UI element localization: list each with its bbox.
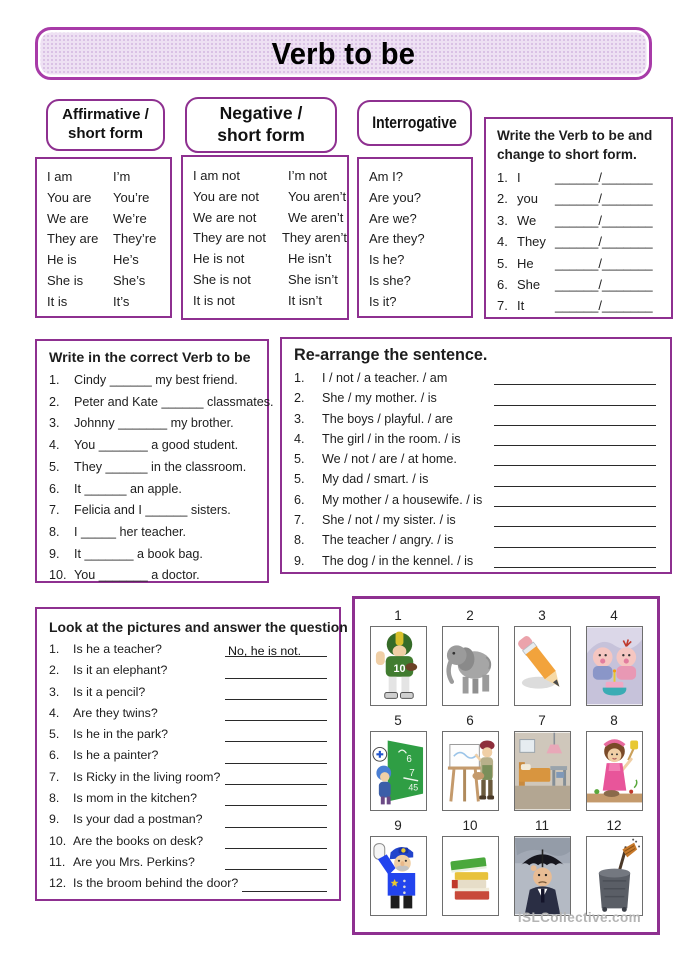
picture-number: 11 — [534, 818, 549, 833]
long-form-text: She is — [47, 272, 84, 288]
item-text: My dad / smart. / is — [322, 472, 429, 487]
rearrange-row — [294, 510, 656, 530]
question-row — [49, 724, 327, 745]
item-number: 3. — [497, 212, 508, 228]
rearrange-exercise-title: Re-arrange the sentence. — [294, 346, 488, 364]
affirmative-header — [46, 99, 165, 151]
short-form-row — [497, 167, 663, 188]
answer-line — [494, 452, 656, 466]
fill-row — [49, 565, 261, 587]
item-number: 2. — [497, 191, 508, 207]
short-form-text: You’re — [113, 189, 150, 205]
item-number: 6. — [497, 277, 508, 293]
form-row — [47, 167, 170, 188]
picture-frame — [514, 836, 571, 916]
picture-frame — [586, 836, 643, 916]
fill-exercise-rows — [49, 370, 274, 587]
short-form-text: I’m — [113, 169, 131, 184]
item-number: 4. — [49, 438, 60, 453]
item-number: 1. — [497, 170, 508, 185]
picture-cell — [367, 712, 429, 811]
question-text: Are they twins? — [73, 705, 158, 720]
form-row: Are they? — [369, 231, 425, 247]
question-row — [49, 703, 327, 724]
item-number: 10. — [49, 568, 67, 583]
item-number: 3. — [294, 411, 305, 426]
picture-number: 12 — [606, 818, 622, 833]
short-form-text: They aren’t — [281, 230, 347, 246]
item-number: 9. — [294, 553, 305, 568]
rearrange-row — [294, 530, 656, 550]
answer-line — [494, 493, 656, 507]
short-form-text: We aren’t — [288, 209, 344, 225]
form-row — [193, 228, 347, 249]
item-text: The dog / in the kennel. / is — [322, 553, 474, 568]
picture-cell — [367, 817, 429, 916]
question-row — [49, 745, 327, 766]
item-number: 3. — [49, 416, 60, 431]
long-form-text: It is not — [193, 292, 235, 308]
question-row — [49, 767, 327, 788]
answer-line — [225, 641, 327, 657]
fill-row — [49, 544, 261, 566]
item-number: 4. — [294, 431, 305, 446]
rearrange-row — [294, 429, 656, 449]
picture-number: 1 — [394, 608, 402, 623]
form-row: Is she? — [369, 272, 411, 288]
item-text: You _______ a good student. — [74, 438, 239, 453]
answer-line — [225, 769, 327, 785]
elephant-icon — [443, 627, 498, 705]
svg-text:6: 6 — [405, 754, 412, 766]
rearrange-row — [294, 490, 656, 510]
long-form-text: I am — [47, 169, 73, 184]
answer-line — [225, 854, 327, 870]
item-text: Johnny _______ my brother. — [74, 416, 234, 431]
form-row: Am I? — [369, 169, 403, 184]
worksheet-title-banner — [35, 27, 652, 80]
picture-grid — [367, 607, 645, 916]
picture-cell — [439, 607, 501, 706]
picture-number: 9 — [394, 818, 402, 833]
item-text: Cindy ______ my best friend. — [74, 373, 238, 387]
picture-number: 3 — [538, 608, 546, 623]
short-form-text: She’s — [113, 272, 146, 288]
long-form-text: It is — [47, 293, 68, 309]
picture-frame — [586, 731, 643, 811]
answer-line — [225, 833, 327, 849]
answer-line — [494, 371, 656, 385]
question-row — [49, 831, 327, 852]
fill-exercise-box — [35, 339, 274, 583]
question-row — [49, 852, 327, 873]
item-text: I / not / a teacher. / am — [322, 371, 448, 385]
item-number: 2. — [49, 663, 60, 678]
long-form-text: We are — [47, 210, 89, 226]
form-row — [193, 166, 347, 187]
form-row — [47, 271, 170, 292]
question-text: Is it an elephant? — [73, 663, 168, 678]
question-text: Are the books on desk? — [73, 833, 204, 848]
answer-line — [494, 432, 656, 446]
picture-number: 2 — [466, 608, 474, 623]
short-form-text: You aren’t — [288, 188, 347, 204]
answer-blank: ______/_______ — [555, 234, 653, 250]
picture-number: 4 — [610, 608, 618, 623]
form-row — [193, 249, 347, 270]
item-number: 7. — [294, 513, 305, 528]
policeman-icon — [371, 837, 426, 915]
form-row — [193, 187, 347, 208]
picture-frame — [442, 626, 499, 706]
form-row — [47, 292, 170, 313]
fill-exercise-title: Write in the correct Verb to be — [49, 350, 251, 366]
item-number: 4. — [49, 705, 60, 720]
item-number: 7. — [49, 769, 60, 784]
question-row — [49, 809, 327, 830]
fill-row — [49, 457, 261, 479]
page-title: Verb to be — [271, 35, 416, 71]
picture-number: 7 — [538, 713, 546, 728]
long-form-text: She is not — [193, 271, 251, 287]
form-row: Is it? — [369, 293, 397, 309]
football-player-icon — [371, 627, 426, 705]
item-number: 2. — [294, 391, 305, 406]
form-row — [193, 270, 347, 291]
item-number: 5. — [49, 727, 60, 742]
short-form-exercise-title: Write the Verb to be and change to short form. — [497, 128, 653, 162]
long-form-text: You are — [47, 189, 92, 205]
affirmative-table — [35, 157, 172, 318]
item-number: 3. — [49, 684, 60, 699]
answer-line — [225, 812, 327, 828]
picture-cell — [439, 817, 501, 916]
picture-grid-box — [352, 596, 660, 935]
svg-text:45: 45 — [407, 782, 418, 793]
answer-line — [494, 534, 656, 548]
book-stack-icon — [443, 837, 498, 915]
question-text: Is it a pencil? — [73, 684, 146, 699]
answer-blank: ______/_______ — [555, 191, 653, 207]
item-number: 11. — [49, 854, 66, 869]
picture-cell — [439, 712, 501, 811]
item-number: 6. — [49, 748, 60, 763]
item-number: 8. — [49, 791, 60, 806]
item-text: My mother / a housewife. / is — [322, 492, 483, 507]
picture-frame — [586, 626, 643, 706]
picture-cell — [583, 607, 645, 706]
item-number: 1. — [49, 642, 60, 656]
long-form-text: They are not — [193, 230, 266, 246]
answer-line — [494, 412, 656, 426]
answer-line — [494, 513, 656, 527]
short-form-text: He’s — [113, 252, 139, 268]
question-text: Is mom in the kitchen? — [73, 791, 197, 806]
form-row — [47, 209, 170, 230]
bedroom-icon — [515, 732, 570, 810]
item-number: 12. — [49, 876, 67, 891]
man-umbrella-icon — [515, 837, 570, 915]
item-number: 4. — [497, 234, 508, 250]
item-subject: They — [517, 234, 546, 250]
question-text: Is he in the park? — [73, 727, 169, 742]
picture-frame — [442, 731, 499, 811]
form-row: Are we? — [369, 210, 417, 226]
item-text: It ______ an apple. — [74, 481, 182, 496]
short-form-exercise-box — [484, 117, 673, 319]
broom-in-bin-icon — [587, 837, 642, 915]
picture-frame — [514, 731, 571, 811]
answer-line — [494, 554, 656, 568]
item-number: 5. — [49, 459, 60, 474]
form-row — [47, 250, 170, 271]
long-form-text: I am not — [193, 168, 240, 183]
negative-table — [181, 155, 349, 320]
item-subject: We — [517, 212, 537, 228]
svg-text:10: 10 — [392, 662, 405, 675]
answer-line — [225, 684, 327, 700]
item-number: 8. — [49, 524, 60, 539]
item-number: 1. — [49, 373, 60, 387]
item-number: 5. — [294, 472, 305, 487]
item-number: 6. — [49, 481, 60, 496]
picture-number: 10 — [462, 818, 478, 833]
item-text: They ______ in the classroom. — [74, 459, 247, 474]
item-text: Peter and Kate ______ classmates. — [74, 394, 274, 409]
item-text: She / not / my sister. / is — [322, 513, 456, 528]
answer-line — [225, 705, 327, 721]
answer-line — [225, 726, 327, 742]
watermark: iSLCollective.com — [517, 910, 641, 925]
question-row — [49, 639, 327, 660]
item-text: The girl / in the room. / is — [322, 431, 461, 446]
short-form-row — [497, 295, 663, 316]
short-form-row — [497, 253, 663, 274]
long-form-text: We are not — [193, 209, 257, 225]
item-number: 7. — [497, 298, 508, 314]
fill-row — [49, 500, 261, 522]
form-row: Are you? — [369, 189, 422, 205]
question-row — [49, 788, 327, 809]
item-text: Felicia and I ______ sisters. — [74, 503, 231, 518]
question-text: Is your dad a postman? — [73, 812, 203, 827]
item-text: We / not / are / at home. — [322, 452, 457, 467]
pencil-icon — [515, 627, 570, 705]
rearrange-row — [294, 469, 656, 489]
short-form-row — [497, 231, 663, 252]
answer-line — [225, 748, 327, 764]
short-form-row — [497, 210, 663, 231]
rearrange-exercise-rows — [294, 368, 656, 571]
answer-line — [494, 473, 656, 487]
item-number: 2. — [49, 394, 60, 409]
question-text: Is the broom behind the door? — [73, 876, 239, 891]
item-text: The boys / playful. / are — [322, 411, 453, 426]
short-form-text: They’re — [113, 231, 157, 247]
answer-line — [242, 876, 327, 892]
negative-header-label: Negative / short form — [217, 103, 305, 145]
picture-frame — [442, 836, 499, 916]
item-subject: She — [517, 277, 541, 293]
answer-line — [225, 663, 327, 679]
item-subject: He — [517, 255, 534, 271]
item-number: 5. — [294, 452, 305, 467]
form-row — [47, 188, 170, 209]
answer-line — [225, 790, 327, 806]
picture-questions-box — [35, 607, 348, 901]
item-number: 6. — [294, 492, 305, 507]
picture-frame — [514, 626, 571, 706]
item-number: 9. — [49, 546, 60, 561]
question-text: Are you Mrs. Perkins? — [73, 854, 195, 869]
short-form-exercise-rows — [497, 167, 663, 317]
short-form-row — [497, 274, 663, 295]
picture-number: 8 — [610, 713, 618, 728]
short-form-text: She isn’t — [288, 271, 338, 287]
short-form-text: He isn’t — [288, 251, 332, 267]
painter-easel-icon — [443, 732, 498, 810]
form-row: Is he? — [369, 252, 405, 268]
fill-row — [49, 435, 261, 457]
student-chalkboard-icon — [371, 732, 426, 810]
item-text: She / my mother. / is — [322, 391, 437, 406]
interrogative-header — [357, 100, 472, 146]
picture-cell — [511, 712, 573, 811]
item-subject: It — [517, 298, 525, 314]
short-form-text: I’m not — [288, 168, 328, 183]
twins-cake-icon — [587, 627, 642, 705]
picture-cell — [583, 817, 645, 916]
rearrange-row — [294, 368, 656, 388]
question-text: Is Ricky in the living room? — [73, 769, 221, 784]
fill-row — [49, 370, 261, 392]
picture-questions-rows — [49, 639, 327, 895]
fill-row — [49, 522, 261, 544]
item-number: 8. — [294, 533, 305, 548]
answer-line — [494, 392, 656, 406]
answer-blank: ______/_______ — [555, 170, 653, 185]
fill-row — [49, 392, 274, 414]
picture-number: 6 — [466, 713, 474, 728]
short-form-text: It isn’t — [288, 292, 322, 308]
picture-number: 5 — [394, 713, 402, 728]
picture-cell — [583, 712, 645, 811]
picture-cell — [511, 817, 573, 916]
item-number: 5. — [497, 255, 508, 271]
question-text: Is he a painter? — [73, 748, 159, 763]
rearrange-row — [294, 449, 656, 469]
short-form-text: We’re — [113, 210, 147, 226]
item-number: 1. — [294, 371, 305, 385]
long-form-text: They are — [47, 231, 99, 247]
picture-cell — [367, 607, 429, 706]
picture-frame — [370, 626, 427, 706]
long-form-text: He is — [47, 252, 77, 268]
rearrange-row — [294, 388, 656, 408]
question-row — [49, 682, 327, 703]
item-number: 9. — [49, 812, 60, 827]
short-form-text: It’s — [113, 293, 130, 309]
picture-cell — [511, 607, 573, 706]
item-text: I _____ her teacher. — [74, 524, 187, 539]
item-text: The teacher / angry. / is — [322, 533, 454, 548]
woman-cooking-icon — [587, 732, 642, 810]
question-row — [49, 873, 327, 894]
item-subject: you — [517, 191, 538, 207]
rearrange-row — [294, 551, 656, 571]
question-row — [49, 660, 327, 681]
item-number: 10. — [49, 833, 67, 848]
fill-row — [49, 413, 261, 435]
answer-blank: ______/_______ — [555, 255, 653, 271]
form-row — [193, 208, 347, 229]
short-form-row — [497, 188, 663, 209]
written-answer: No, he is not. — [228, 644, 302, 659]
interrogative-table — [357, 157, 473, 318]
answer-blank: ______/_______ — [555, 212, 653, 228]
picture-questions-title: Look at the pictures and answer the question — [49, 619, 348, 635]
item-text: You _______ a doctor. — [74, 568, 200, 583]
rearrange-exercise-box — [280, 337, 672, 574]
long-form-text: You are not — [193, 188, 260, 204]
form-row — [193, 291, 347, 312]
form-row — [47, 229, 170, 250]
item-subject: I — [517, 170, 521, 185]
item-text: It _______ a book bag. — [74, 546, 203, 561]
svg-text:7: 7 — [408, 767, 415, 779]
fill-row — [49, 479, 261, 501]
interrogative-header-label: Interrogative — [372, 113, 457, 133]
question-text: Is he a teacher? — [73, 642, 162, 656]
picture-frame — [370, 836, 427, 916]
picture-frame — [370, 731, 427, 811]
answer-blank: ______/_______ — [555, 298, 653, 314]
item-number: 7. — [49, 503, 60, 518]
negative-header — [185, 97, 337, 153]
affirmative-header-label: Affirmative / short form — [62, 106, 149, 142]
rearrange-row — [294, 409, 656, 429]
answer-blank: ______/_______ — [555, 277, 653, 293]
long-form-text: He is not — [193, 251, 245, 267]
